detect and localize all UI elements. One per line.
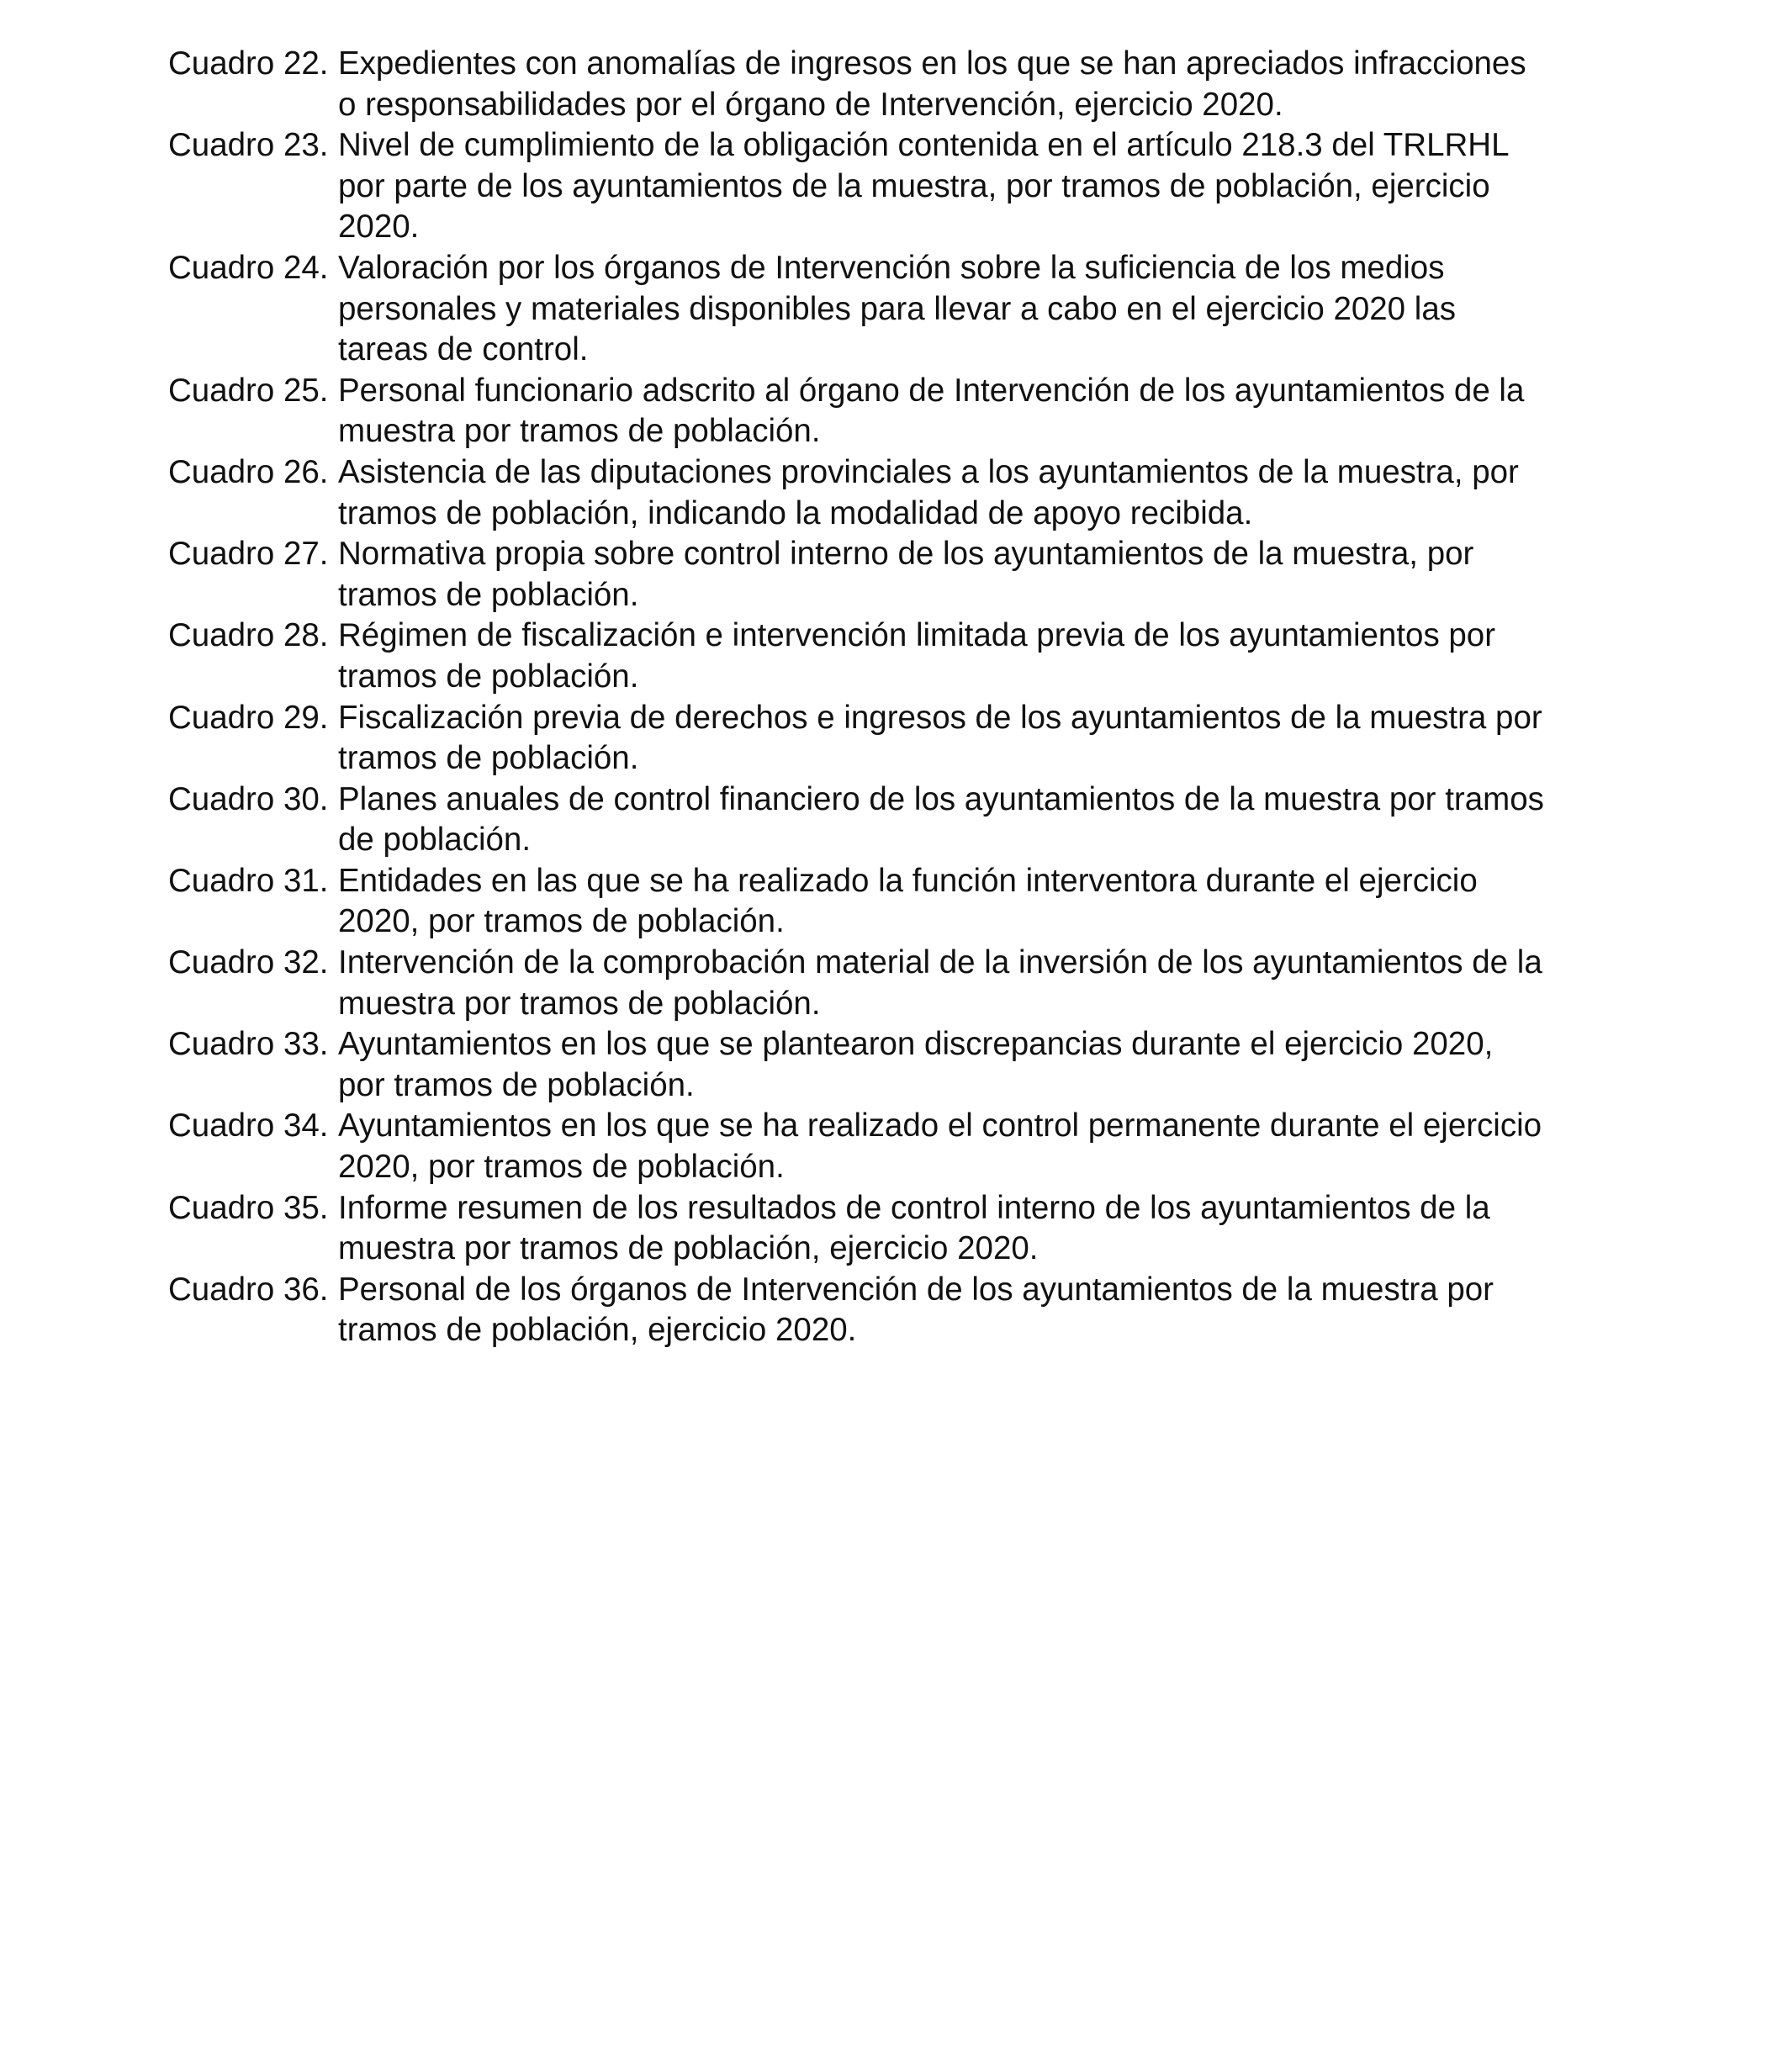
toc-entry-cuadro-33[interactable] (168, 1024, 1547, 1106)
toc-entry-cuadro-26[interactable] (168, 452, 1547, 534)
toc-entry-title: Intervención de la comprobación material de la inversión de los ayuntamientos de la muestra por tramos de población. (338, 944, 1542, 1022)
toc-entry-cuadro-34[interactable] (168, 1106, 1547, 1187)
toc-entry-cuadro-25[interactable] (168, 371, 1547, 452)
toc-entry-title: Régimen de fiscalización e intervención limitada previa de los ayuntamientos por tramos de población. (338, 617, 1496, 695)
toc-entry-label: Cuadro 32. (168, 944, 329, 981)
toc-entry-cuadro-23[interactable] (168, 125, 1547, 248)
toc-entry-cuadro-30[interactable] (168, 780, 1547, 861)
toc-entry-title: Nivel de cumplimiento de la obligación contenida en el artículo 218.3 del TRLRHL por parte de los ayuntamientos de la muestra, por tramos de población, ejercicio 2020. (338, 127, 1509, 246)
toc-entry-title: Planes anuales de control financiero de los ayuntamientos de la muestra por tramos de población. (338, 780, 1544, 859)
toc-entry-title: Personal funcionario adscrito al órgano de Intervención de los ayuntamientos de la muestra por tramos de población. (338, 372, 1525, 450)
toc-entry-label: Cuadro 28. (168, 617, 329, 654)
toc-entry-cuadro-36[interactable] (168, 1270, 1547, 1351)
toc-entry-title: Entidades en las que se ha realizado la función interventora durante el ejercicio 2020, por tramos de población. (338, 862, 1478, 940)
toc-entry-cuadro-22[interactable] (168, 44, 1547, 125)
toc-entry-cuadro-29[interactable] (168, 698, 1547, 780)
toc-entry-label: Cuadro 36. (168, 1271, 329, 1308)
toc-entry-title: Normativa propia sobre control interno de los ayuntamientos de la muestra, por tramos de población. (338, 536, 1474, 613)
toc-entry-title: Informe resumen de los resultados de control interno de los ayuntamientos de la muestra por tramos de población, ejercicio 2020. (338, 1189, 1490, 1267)
toc-entry-title: Asistencia de las diputaciones provinciales a los ayuntamientos de la muestra, por tramos de población, indicando la modalidad de apoyo recibida. (338, 453, 1519, 531)
toc-entry-title: Personal de los órganos de Intervención de los ayuntamientos de la muestra por tramos de población, ejercicio 2020. (338, 1271, 1494, 1349)
toc-entry-cuadro-32[interactable] (168, 943, 1547, 1024)
toc-entry-label: Cuadro 35. (168, 1189, 329, 1226)
toc-entry-label: Cuadro 27. (168, 536, 329, 573)
toc-entry-cuadro-28[interactable] (168, 616, 1547, 697)
toc-entry-label: Cuadro 23. (168, 127, 329, 164)
toc-entry-title: Ayuntamientos en los que se plantearon discrepancias durante el ejercicio 2020, por tramos de población. (338, 1026, 1494, 1103)
toc-entry-title: Fiscalización previa de derechos e ingresos de los ayuntamientos de la muestra por tramos de población. (338, 699, 1542, 777)
toc-entry-title: Expedientes con anomalías de ingresos en los que se han apreciados infracciones o responsabilidades por el órgano de Intervención, ejercicio 2020. (338, 45, 1526, 123)
toc-entry-title: Ayuntamientos en los que se ha realizado el control permanente durante el ejercicio 2020, por tramos de población. (338, 1107, 1542, 1186)
toc-entry-label: Cuadro 24. (168, 249, 329, 286)
toc-entry-label: Cuadro 26. (168, 453, 329, 490)
toc-entry-cuadro-24[interactable] (168, 248, 1547, 371)
toc-entry-label: Cuadro 29. (168, 699, 329, 736)
toc-entry-label: Cuadro 33. (168, 1026, 329, 1063)
toc-entry-label: Cuadro 30. (168, 780, 329, 817)
toc-entry-cuadro-35[interactable] (168, 1188, 1547, 1270)
table-index-list (168, 44, 1547, 1351)
toc-entry-label: Cuadro 34. (168, 1107, 329, 1144)
toc-entry-cuadro-27[interactable] (168, 534, 1547, 616)
toc-entry-label: Cuadro 22. (168, 45, 329, 82)
toc-entry-title: Valoración por los órganos de Intervención sobre la suficiencia de los medios personales y materiales disponibles para llevar a cabo en el ejercicio 2020 las tareas de control. (338, 249, 1457, 368)
toc-entry-label: Cuadro 25. (168, 372, 329, 409)
toc-entry-label: Cuadro 31. (168, 862, 329, 899)
toc-entry-cuadro-31[interactable] (168, 861, 1547, 943)
